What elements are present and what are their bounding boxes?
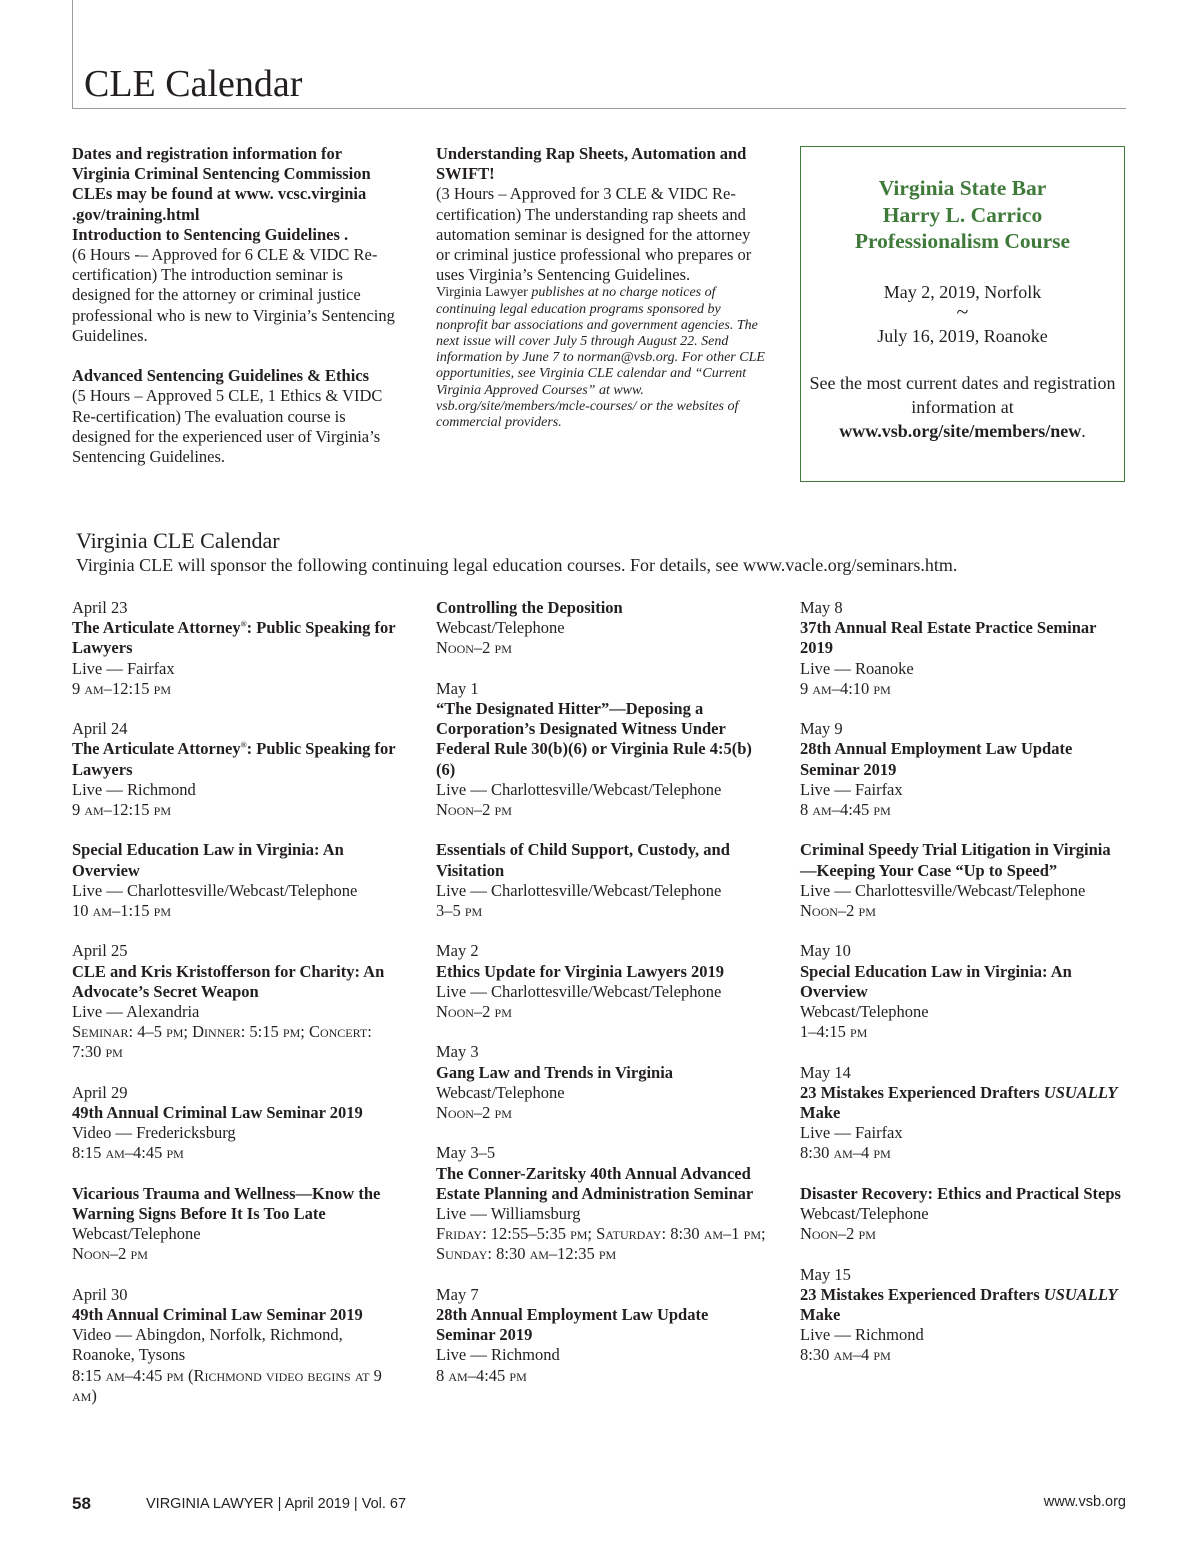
event-date: April 24 [72, 719, 128, 739]
registered-mark: ® [240, 740, 247, 750]
calendar-column [72, 598, 402, 1426]
event-title [436, 1164, 766, 1204]
event-title-text: 28th Annual Employment Law Update Seminar 2019 [800, 739, 1073, 779]
calendar-event [72, 598, 402, 699]
event-time: Noon–2 pm [800, 901, 876, 921]
event-date: May 2 [436, 941, 479, 961]
event-location: Video — Fredericksburg [72, 1123, 236, 1143]
publication-notice-text: publishes at no charge notices of continuing legal education programs sponsored by nonprofit bar associations and government agencies. The next issue will cover July 5 through August 22. Send information by June 7 to norman@vsb.org. For other CLE opportunities, see Virginia CLE calendar and “Current Virginia Approved Courses” at www. vsb.org/site/members/mcle-courses/ or the websites of commercial providers. [436, 285, 765, 431]
event-title-text: 49th Annual Criminal Law Seminar 2019 [72, 1103, 363, 1123]
calendar-event [72, 941, 402, 1062]
event-location: Live — Fairfax [72, 658, 175, 678]
promo-title-line: Virginia State Bar [878, 176, 1047, 200]
event-title [436, 699, 766, 780]
promo-title-line: Harry L. Carrico [882, 202, 1043, 227]
promo-date-norfolk: May 2, 2019, Norfolk [883, 281, 1042, 302]
calendar-event [800, 1184, 1130, 1245]
event-location: Live — Williamsburg [436, 1204, 581, 1224]
rap-sheets-body: (3 Hours – Approved for 3 CLE & VIDC Re-certification) The understanding rap sheets and automation seminar is designed for the attorney or criminal justice professional who prepares or uses Virginia’s Sentencing Guidelines. [436, 184, 752, 285]
calendar-event [800, 598, 1130, 699]
sentencing-item-title: Advanced Sentencing Guidelines & Ethics [72, 366, 370, 386]
calendar-event [800, 840, 1130, 921]
event-date: April 25 [72, 941, 128, 961]
event-date: May 15 [800, 1264, 851, 1284]
promo-info [809, 371, 1116, 443]
calendar-event [436, 840, 766, 921]
calendar-column [436, 598, 766, 1406]
event-date: May 8 [800, 598, 843, 617]
event-location: Live — Charlottesville/Webcast/Telephone [800, 880, 1086, 900]
event-location: Live — Charlottesville/Webcast/Telephone [436, 880, 722, 900]
page-number: 58 [72, 1494, 91, 1513]
event-title-text: Gang Law and Trends in Virginia [436, 1062, 674, 1082]
event-time: 8:30 am–4 pm [800, 1143, 891, 1163]
sentencing-item-body: (6 Hours -– Approved for 6 CLE & VIDC Re-certification) The introduction seminar is designed for the attorney or criminal justice professional who is new to Virginia’s Sentencing Guidelines. [72, 245, 395, 345]
calendar-event [72, 1285, 402, 1406]
event-title [436, 598, 766, 618]
event-location: Live — Fairfax [800, 779, 903, 799]
publication-name: Virginia Lawyer [436, 285, 528, 301]
event-time: Noon–2 pm [72, 1244, 148, 1264]
event-date: May 10 [800, 941, 851, 961]
event-location: Webcast/Telephone [72, 1224, 201, 1244]
rap-sheets-title: Understanding Rap Sheets, Automation and SWIFT! [436, 144, 747, 184]
event-time: 8 am–4:45 pm [436, 1365, 527, 1385]
promo-separator: ~ [956, 298, 969, 324]
event-location: Live — Richmond [800, 1325, 924, 1345]
event-date: April 29 [72, 1082, 128, 1102]
event-date: May 3 [436, 1042, 479, 1062]
event-location: Live — Charlottesville/Webcast/Telephone [436, 779, 722, 799]
calendar-event [72, 1184, 402, 1265]
event-title-text: Special Education Law in Virginia: An Overview [800, 961, 1072, 1001]
event-location: Live — Richmond [436, 1345, 560, 1365]
event-title-text: Make [800, 1103, 841, 1123]
calendar-event [72, 1083, 402, 1164]
event-title-text: 37th Annual Real Estate Practice Seminar 2019 [800, 618, 1097, 658]
calendar-section-title: Virginia CLE Calendar [76, 528, 280, 553]
sentencing-item [72, 225, 402, 346]
event-title [436, 1063, 766, 1083]
sentencing-intro: Dates and registration information for Virginia Criminal Sentencing Commission CLEs may be found at www. vcsc.virginia .gov/training.html [72, 144, 371, 224]
event-location: Webcast/Telephone [800, 1002, 929, 1022]
event-time: 10 am–1:15 pm [72, 901, 172, 921]
event-title [800, 618, 1130, 658]
event-title-text: Make [800, 1305, 841, 1325]
journal-info: VIRGINIA LAWYER | April 2019 | Vol. 67 [146, 1496, 407, 1512]
event-time: Noon–2 pm [800, 1224, 876, 1244]
calendar-event [800, 941, 1130, 1042]
event-title [72, 962, 402, 1002]
sentencing-item [72, 366, 402, 467]
event-location: Webcast/Telephone [436, 1082, 565, 1102]
event-title-text: Controlling the Deposition [436, 598, 623, 617]
promo-info-text: See the most current dates and registration information at [809, 372, 1116, 417]
promo-title-line: Professionalism Course [854, 229, 1071, 253]
event-time: 3–5 pm [436, 901, 483, 921]
event-title-text: Special Education Law in Virginia: An Overview [72, 840, 344, 880]
event-time: 9 am–4:10 pm [800, 678, 891, 698]
event-title [800, 1285, 1130, 1325]
calendar-section-intro: Virginia CLE will sponsor the following continuing legal education courses. For details, see www.vacle.org/seminars.htm. [76, 555, 958, 575]
event-title-text: Ethics Update for Virginia Lawyers 2019 [436, 961, 724, 981]
event-location: Webcast/Telephone [800, 1204, 929, 1224]
event-date: May 3–5 [436, 1143, 496, 1163]
header-vertical-rule [72, 0, 73, 108]
calendar-event [800, 1265, 1130, 1366]
event-title-text: The Conner-Zaritsky 40th Annual Advanced Estate Planning and Administration Seminar [436, 1163, 754, 1203]
event-title-text: Disaster Recovery: Ethics and Practical Steps [800, 1183, 1121, 1203]
event-title-text: Criminal Speedy Trial Litigation in Virginia —Keeping Your Case “Up to Speed” [800, 840, 1111, 880]
event-time: Friday: 12:55–5:35 pm; Saturday: 8:30 am–1 pm; Sunday: 8:30 am–12:35 pm [436, 1224, 766, 1264]
event-title [72, 1184, 402, 1224]
event-time: Seminar: 4–5 pm; Dinner: 5:15 pm; Concert: 7:30 pm [72, 1022, 372, 1062]
event-title-text: 49th Annual Criminal Law Seminar 2019 [72, 1305, 363, 1325]
calendar-event [436, 598, 766, 659]
event-date: April 30 [72, 1284, 128, 1304]
calendar-event [72, 840, 402, 921]
event-title [800, 840, 1130, 880]
event-time: 8:30 am–4 pm [800, 1345, 891, 1365]
event-title [72, 1103, 402, 1123]
promo-url-link[interactable]: www.vsb.org/site/members/new [839, 420, 1082, 441]
event-title [800, 962, 1130, 1002]
calendar-event [436, 1042, 766, 1123]
sentencing-item-body: (5 Hours – Approved 5 CLE, 1 Ethics & VIDC Re-certification) The evaluation course is designed for the experienced user of Virginia’s Sentencing Guidelines. [72, 386, 383, 467]
event-date: May 14 [800, 1062, 851, 1082]
sentencing-column [72, 144, 402, 467]
event-title-text: “The Designated Hitter”—Deposing a Corporation’s Designated Witness Under Federal Rule 30(b)(6) or Virginia Rule 4:5(b)(6) [436, 699, 752, 779]
rap-sheets-column [436, 144, 766, 431]
event-date: April 23 [72, 598, 128, 617]
event-location: Video — Abingdon, Norfolk, Richmond, Roanoke, Tysons [72, 1325, 343, 1365]
event-title-text: The Articulate Attorney [72, 739, 241, 759]
calendar-event [436, 1285, 766, 1386]
event-title [436, 962, 766, 982]
event-time: 8:15 am–4:45 pm [72, 1143, 184, 1163]
calendar-event [72, 719, 402, 820]
calendar-column [800, 598, 1130, 1386]
event-title-text: 23 Mistakes Experienced Drafters [800, 1082, 1044, 1102]
event-location: Webcast/Telephone [436, 618, 565, 638]
calendar-event [436, 1143, 766, 1264]
header-horizontal-rule [72, 108, 1126, 109]
event-location: Live — Charlottesville/Webcast/Telephone [72, 880, 358, 900]
event-title-text: : Public Speaking for Lawyers [72, 618, 396, 658]
event-title [800, 1184, 1130, 1204]
event-title-text: : Public Speaking for Lawyers [72, 739, 396, 779]
event-title-text: 28th Annual Employment Law Update Seminar 2019 [436, 1305, 709, 1345]
event-title-text: CLE and Kris Kristofferson for Charity: An Advocate’s Secret Weapon [72, 961, 385, 1001]
event-time: Noon–2 pm [436, 638, 512, 658]
promo-url-suffix: . [1081, 420, 1086, 441]
event-title-text: Essentials of Child Support, Custody, and Visitation [436, 840, 730, 880]
event-title [72, 1305, 402, 1325]
event-title-emphasis: USUALLY [1043, 1082, 1118, 1102]
event-title [436, 1305, 766, 1345]
footer-site-link[interactable]: www.vsb.org [1043, 1494, 1126, 1510]
event-title [436, 840, 766, 880]
event-title [800, 1083, 1130, 1123]
calendar-event [436, 941, 766, 1022]
promo-date-roanoke: July 16, 2019, Roanoke [877, 325, 1048, 346]
event-time: 9 am–12:15 pm [72, 800, 172, 820]
event-time: 8:15 am–4:45 pm (Richmond video begins at 9 am) [72, 1365, 382, 1405]
registered-mark: ® [240, 619, 247, 629]
event-title-text: Vicarious Trauma and Wellness—Know the Warning Signs Before It Is Too Late [72, 1183, 381, 1224]
promo-title [801, 175, 1124, 255]
event-time: Noon–2 pm [436, 800, 512, 820]
event-date: May 7 [436, 1284, 479, 1304]
event-title-text: 23 Mistakes Experienced Drafters [800, 1284, 1044, 1304]
calendar-event [800, 719, 1130, 820]
event-title-text: The Articulate Attorney [72, 618, 241, 638]
event-time: Noon–2 pm [436, 1002, 512, 1022]
event-location: Live — Alexandria [72, 1002, 200, 1022]
publication-notice [436, 285, 766, 431]
event-title [72, 618, 402, 658]
calendar-event [436, 679, 766, 820]
event-time: 9 am–12:15 pm [72, 678, 172, 698]
professionalism-course-box [800, 146, 1125, 482]
event-title [72, 739, 402, 779]
sentencing-item-title: Introduction to Sentencing Guidelines . [72, 224, 349, 244]
event-time: 1–4:15 pm [800, 1022, 868, 1042]
event-location: Live — Roanoke [800, 658, 914, 678]
event-date: May 1 [436, 678, 479, 698]
page-title: CLE Calendar [84, 63, 303, 105]
event-title [72, 840, 402, 880]
event-time: 8 am–4:45 pm [800, 800, 891, 820]
event-title-emphasis: USUALLY [1043, 1284, 1118, 1304]
event-location: Live — Charlottesville/Webcast/Telephone [436, 981, 722, 1001]
event-title [800, 739, 1130, 779]
event-location: Live — Fairfax [800, 1123, 903, 1143]
event-location: Live — Richmond [72, 779, 196, 799]
calendar-event [800, 1063, 1130, 1164]
event-date: May 9 [800, 719, 843, 739]
event-time: Noon–2 pm [436, 1103, 512, 1123]
